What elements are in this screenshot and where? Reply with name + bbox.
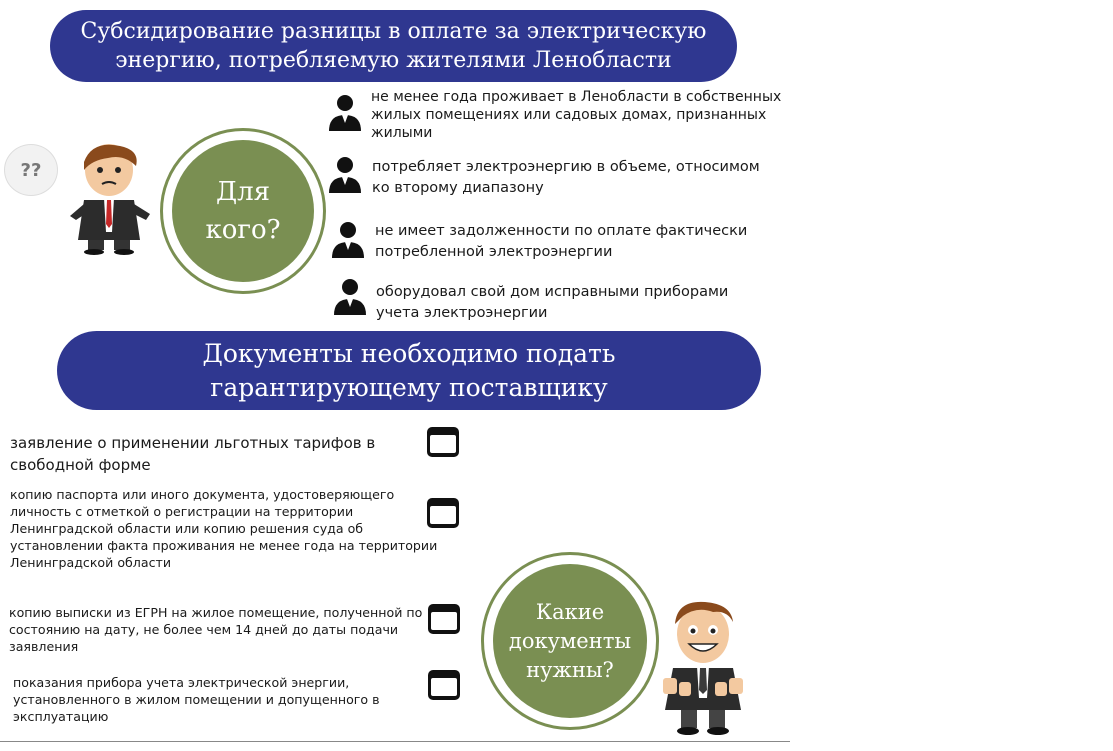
document-text: установленного в жилом помещении и допущенного в (13, 692, 380, 707)
requirement-text: не имеет задолженности по оплате фактически (375, 223, 748, 239)
requirement-item (372, 157, 760, 199)
document-text: личность с отметкой о регистрации на территории (10, 504, 354, 519)
document-item (13, 674, 380, 725)
documents-banner (57, 331, 761, 410)
requirement-text: потребленной электроэнергии (375, 244, 613, 260)
title-banner (50, 10, 737, 82)
requirement-item (376, 282, 728, 324)
happy-man-illustration (657, 598, 749, 736)
document-item (10, 486, 437, 571)
document-text: показания прибора учета электрической энергии, (13, 675, 350, 690)
question-bubble-icon: ?? (4, 144, 58, 196)
documents-title-line-2: гарантирующему поставщику (210, 372, 608, 402)
who-line-1: Для (215, 177, 271, 207)
document-icon (425, 495, 461, 531)
docs-line-2: документы (508, 628, 632, 653)
person-icon (327, 93, 363, 133)
title-line-1: Субсидирование разницы в оплате за электрическую (80, 19, 707, 44)
which-documents-circle (481, 552, 659, 730)
document-text: заявления (9, 639, 79, 654)
document-text: заявление о применении льготных тарифов в (10, 434, 376, 452)
document-text: Ленинградской области или копию решения суда об (10, 521, 364, 536)
document-icon (425, 424, 461, 460)
requirement-text: жилых помещениях или садовых домах, признанных (371, 107, 767, 123)
docs-line-1: Какие (535, 599, 605, 624)
who-circle (160, 128, 326, 294)
confused-man-illustration (62, 140, 162, 255)
document-icon (426, 601, 462, 637)
documents-title-line-1: Документы необходимо подать (202, 338, 616, 368)
document-text: копию паспорта или иного документа, удостоверяющего (10, 487, 395, 502)
requirement-text: не менее года проживает в Ленобласти в собственных (371, 89, 782, 105)
person-icon (330, 220, 366, 260)
footer-divider (0, 741, 790, 742)
requirement-item (375, 221, 747, 263)
requirement-text: потребляет электроэнергию в объеме, относимом (372, 159, 760, 175)
document-item (9, 604, 422, 655)
requirement-item (371, 88, 781, 142)
requirement-text: учета электроэнергии (376, 305, 548, 321)
who-line-2: кого? (205, 215, 281, 245)
document-item (10, 432, 375, 476)
person-icon (327, 155, 363, 195)
document-text: состоянию на дату, не более чем 14 дней до даты подачи (9, 622, 399, 637)
document-text: Ленинградской области (10, 555, 172, 570)
docs-line-3: нужны? (526, 657, 614, 682)
requirement-text: оборудовал свой дом исправными приборами (376, 284, 729, 300)
document-text: свободной форме (10, 456, 151, 474)
requirement-text: жилыми (371, 125, 433, 141)
document-icon (426, 667, 462, 703)
person-icon (332, 277, 368, 317)
document-text: установлении факта проживания не менее года на территории (10, 538, 438, 553)
title-line-2: энергию, потребляемую жителями Ленобласти (115, 48, 672, 73)
document-text: эксплуатацию (13, 709, 109, 724)
requirement-text: ко второму диапазону (372, 180, 544, 196)
document-text: копию выписки из ЕГРН на жилое помещение, полученной по (9, 605, 423, 620)
